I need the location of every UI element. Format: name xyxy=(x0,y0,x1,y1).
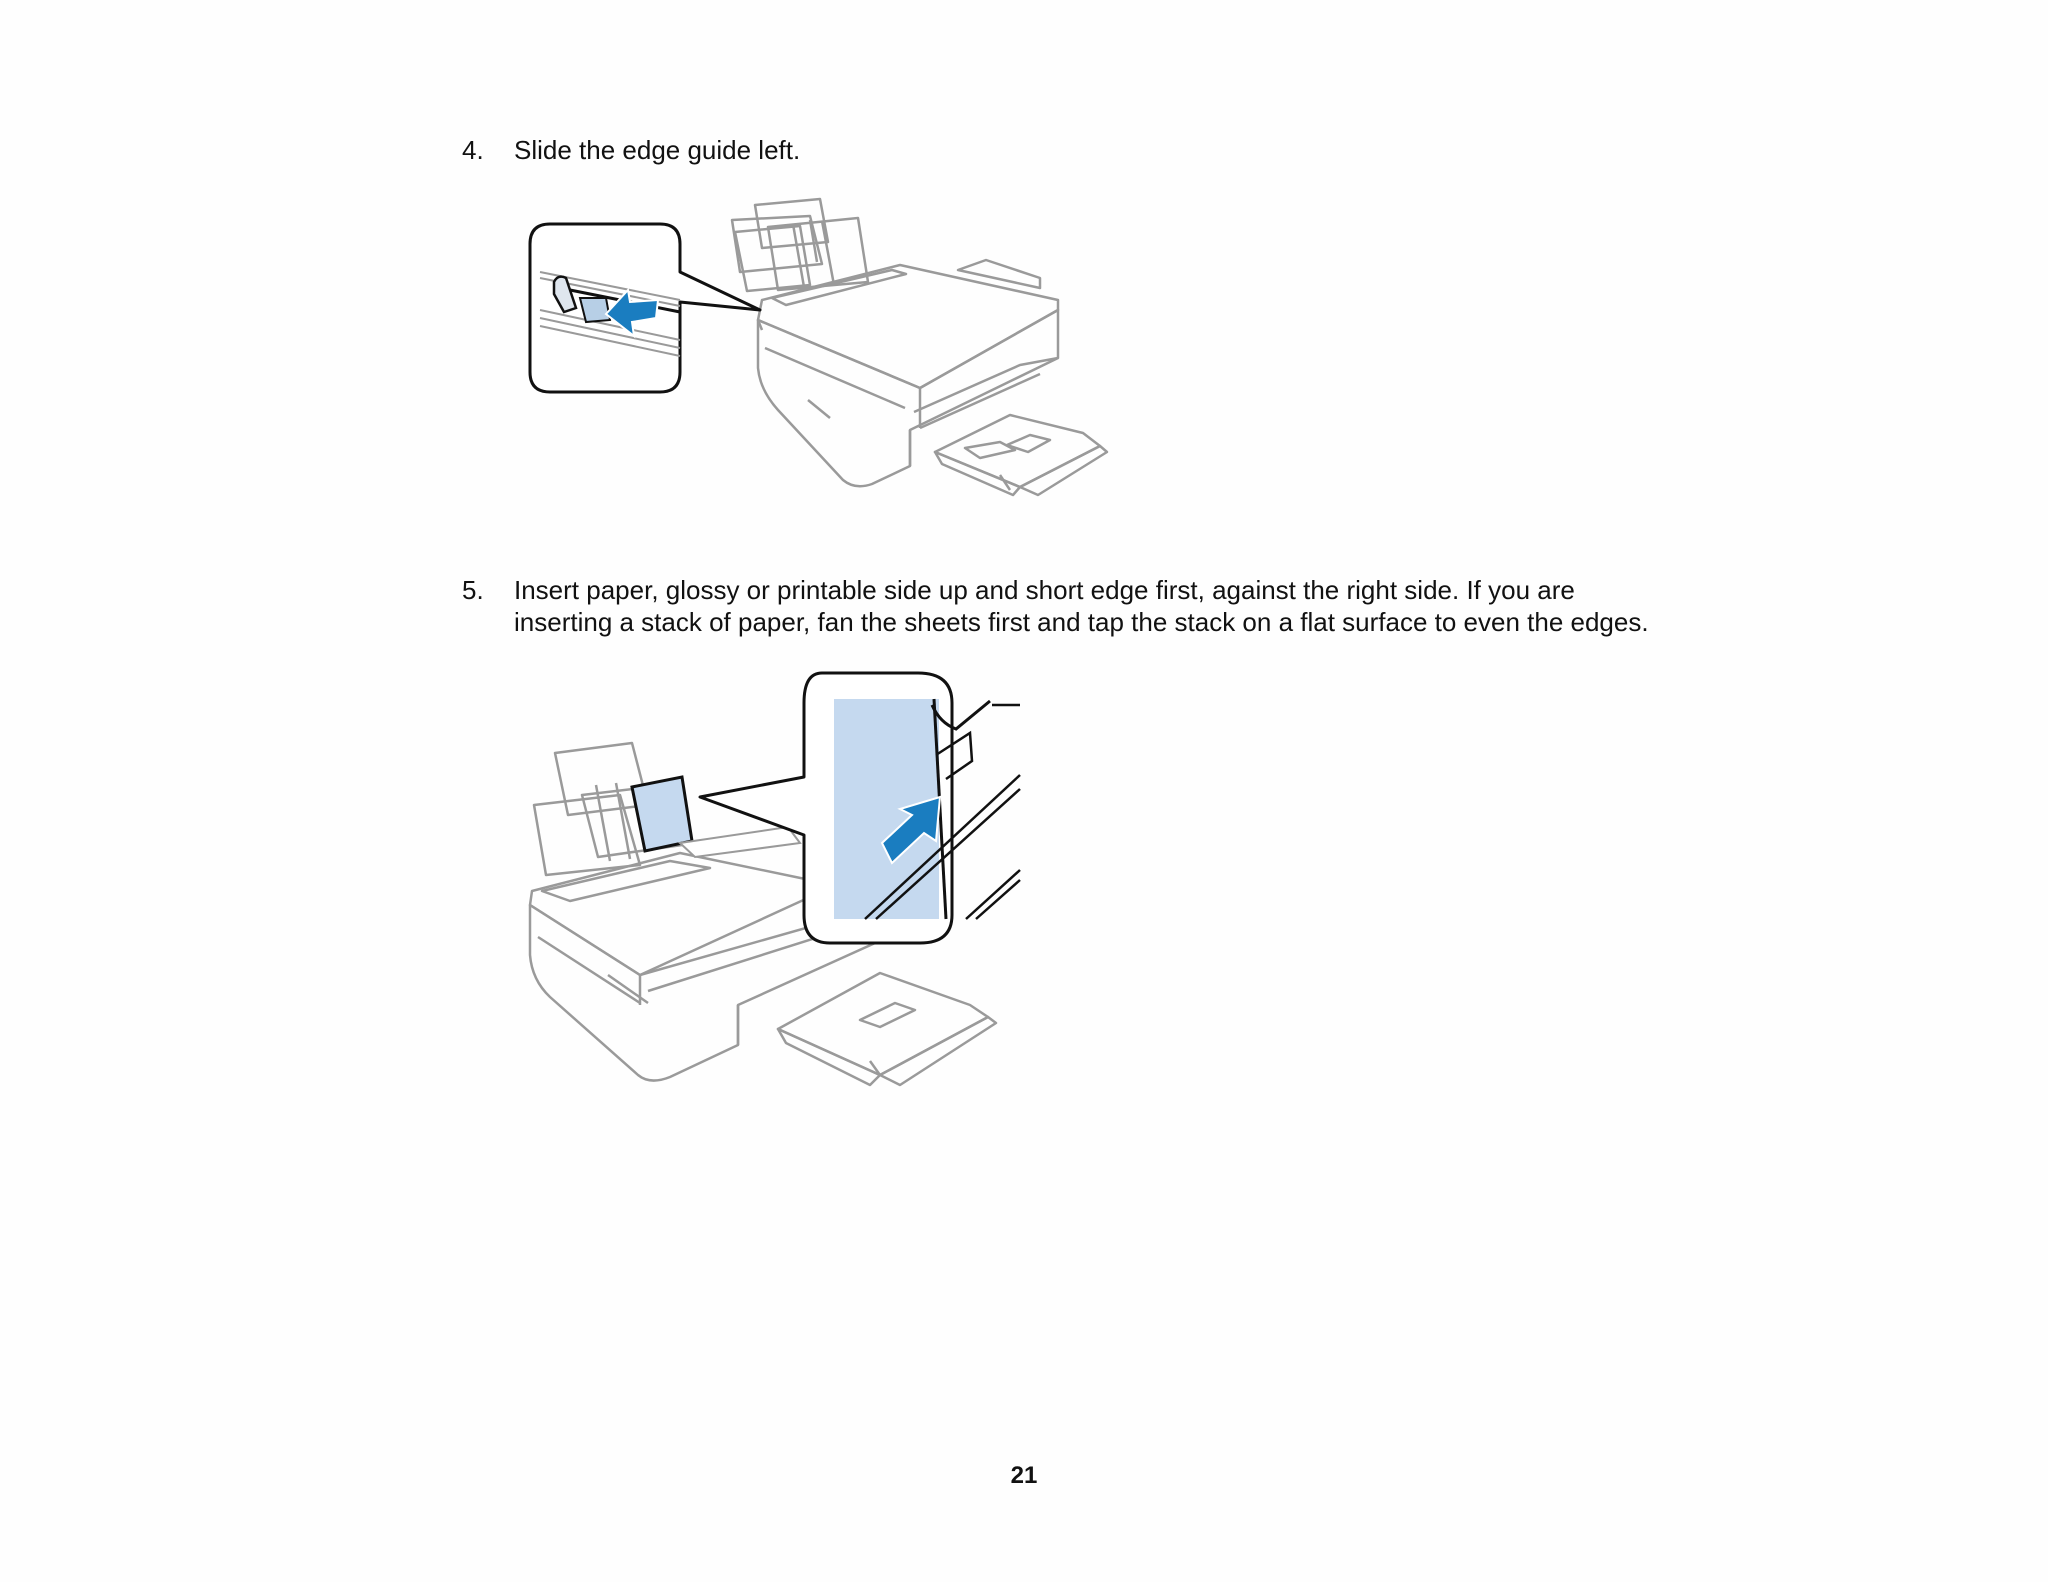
step-number: 5. xyxy=(462,575,484,605)
edge-guide-slide-illustration xyxy=(510,190,1120,510)
paper-insert-callout xyxy=(700,673,1020,943)
insert-paper-illustration xyxy=(520,665,1090,1105)
step-number: 4. xyxy=(462,135,484,165)
edge-guide-callout xyxy=(530,224,760,392)
page-number: 21 xyxy=(1010,1462,1038,1489)
step-text: Slide the edge guide left. xyxy=(514,135,801,165)
step-text: Insert paper, glossy or printable side up and short edge first, against the right side. If you are inserting a stack of paper, fan the sheets first and tap the stack on a flat surface to even the edges. xyxy=(514,575,1649,637)
printer-drawing xyxy=(732,199,1107,495)
